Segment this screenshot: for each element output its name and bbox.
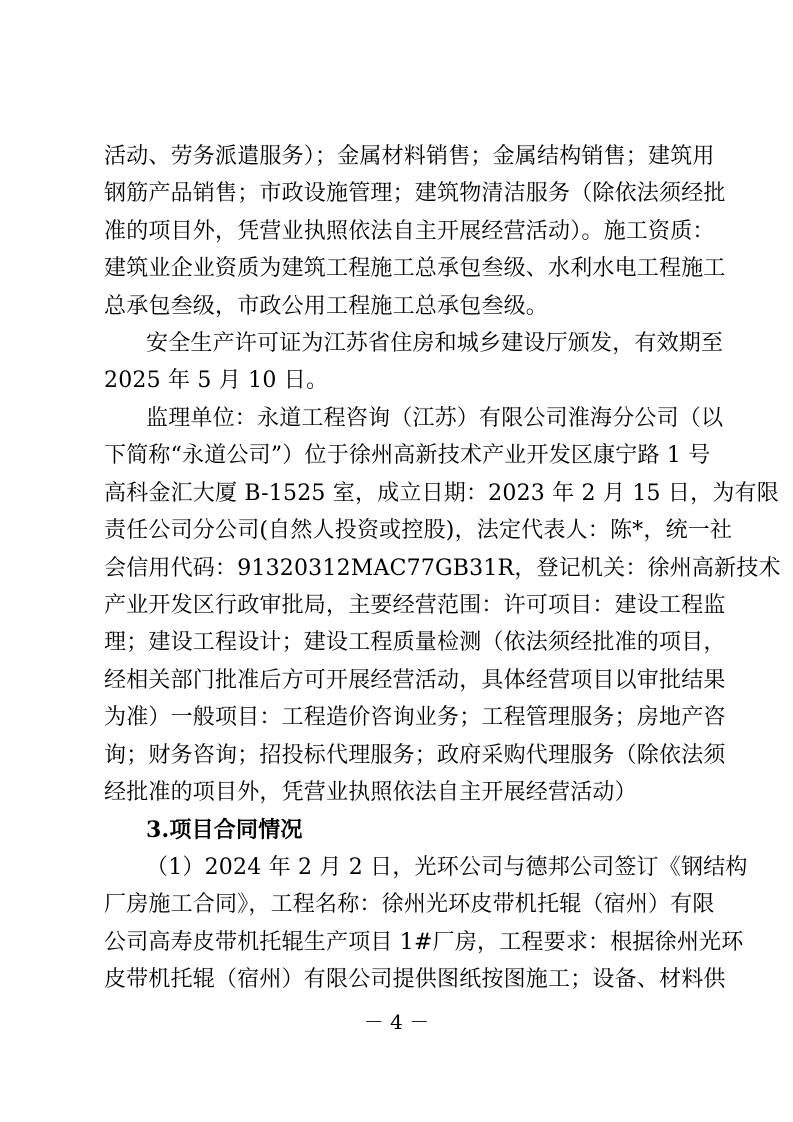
text-line-7: 2025 年 5 月 10 日。 [104, 368, 329, 393]
text-line-5: 总承包叁级，市政公用工程施工总承包叁级。 [104, 294, 549, 319]
text-line-15: 经相关部门批准后方可开展经营活动，具体经营项目以审批结果 [104, 668, 726, 693]
text-line-22: 公司高寿皮带机托辊生产项目 1#厂房，工程要求：根据徐州光环 [104, 930, 744, 955]
text-line-2: 钢筋产品销售；市政设施管理；建筑物清洁服务（除依法须经批 [104, 181, 726, 206]
section-heading: 3.项目合同情况 [146, 817, 303, 843]
text-line-21: 厂房施工合同》，工程名称：徐州光环皮带机托辊（宿州）有限 [104, 892, 715, 917]
text-line-3: 准的项目外，凭营业执照依法自主开展经营活动）。施工资质： [104, 219, 715, 244]
page-number: － 4 － [363, 1010, 430, 1034]
text-line-6: 安全生产许可证为江苏省住房和城乡建设厅颁发，有效期至 [146, 331, 724, 356]
text-line-13: 产业开发区行政审批局，主要经营范围：许可项目：建设工程监 [104, 593, 726, 618]
text-line-10: 高科金汇大厦 B-1525 室，成立日期：2023 年 2 月 15 日，为有限 [104, 481, 779, 506]
text-line-17: 询；财务咨询；招投标代理服务；政府采购代理服务（除依法须 [104, 743, 726, 768]
text-line-4: 建筑业企业资质为建筑工程施工总承包叁级、水利水电工程施工 [104, 256, 726, 281]
text-line-9: 下简称“永道公司”）位于徐州高新技术产业开发区康宁路 1 号 [104, 443, 711, 468]
text-line-16: 为准）一般项目：工程造价咨询业务；工程管理服务；房地产咨 [104, 705, 726, 730]
text-line-18: 经批准的项目外，凭营业执照依法自主开展经营活动） [104, 780, 637, 805]
text-line-1: 活动、劳务派遣服务）；金属材料销售；金属结构销售；建筑用 [104, 144, 715, 169]
text-line-11: 责任公司分公司(自然人投资或控股)，法定代表人：陈*，统一社 [104, 518, 733, 543]
text-line-20: （1）2024 年 2 月 2 日，光环公司与德邦公司签订《钢结构 [146, 855, 748, 880]
text-line-23: 皮带机托辊（宿州）有限公司提供图纸按图施工；设备、材料供 [104, 967, 726, 992]
text-line-14: 理；建设工程设计；建设工程质量检测（依法须经批准的项目， [104, 630, 726, 655]
text-line-8: 监理单位：永道工程咨询（江苏）有限公司淮海分公司（以 [146, 406, 724, 431]
text-line-12: 会信用代码：91320312MAC77GB31R，登记机关：徐州高新技术 [104, 556, 781, 581]
